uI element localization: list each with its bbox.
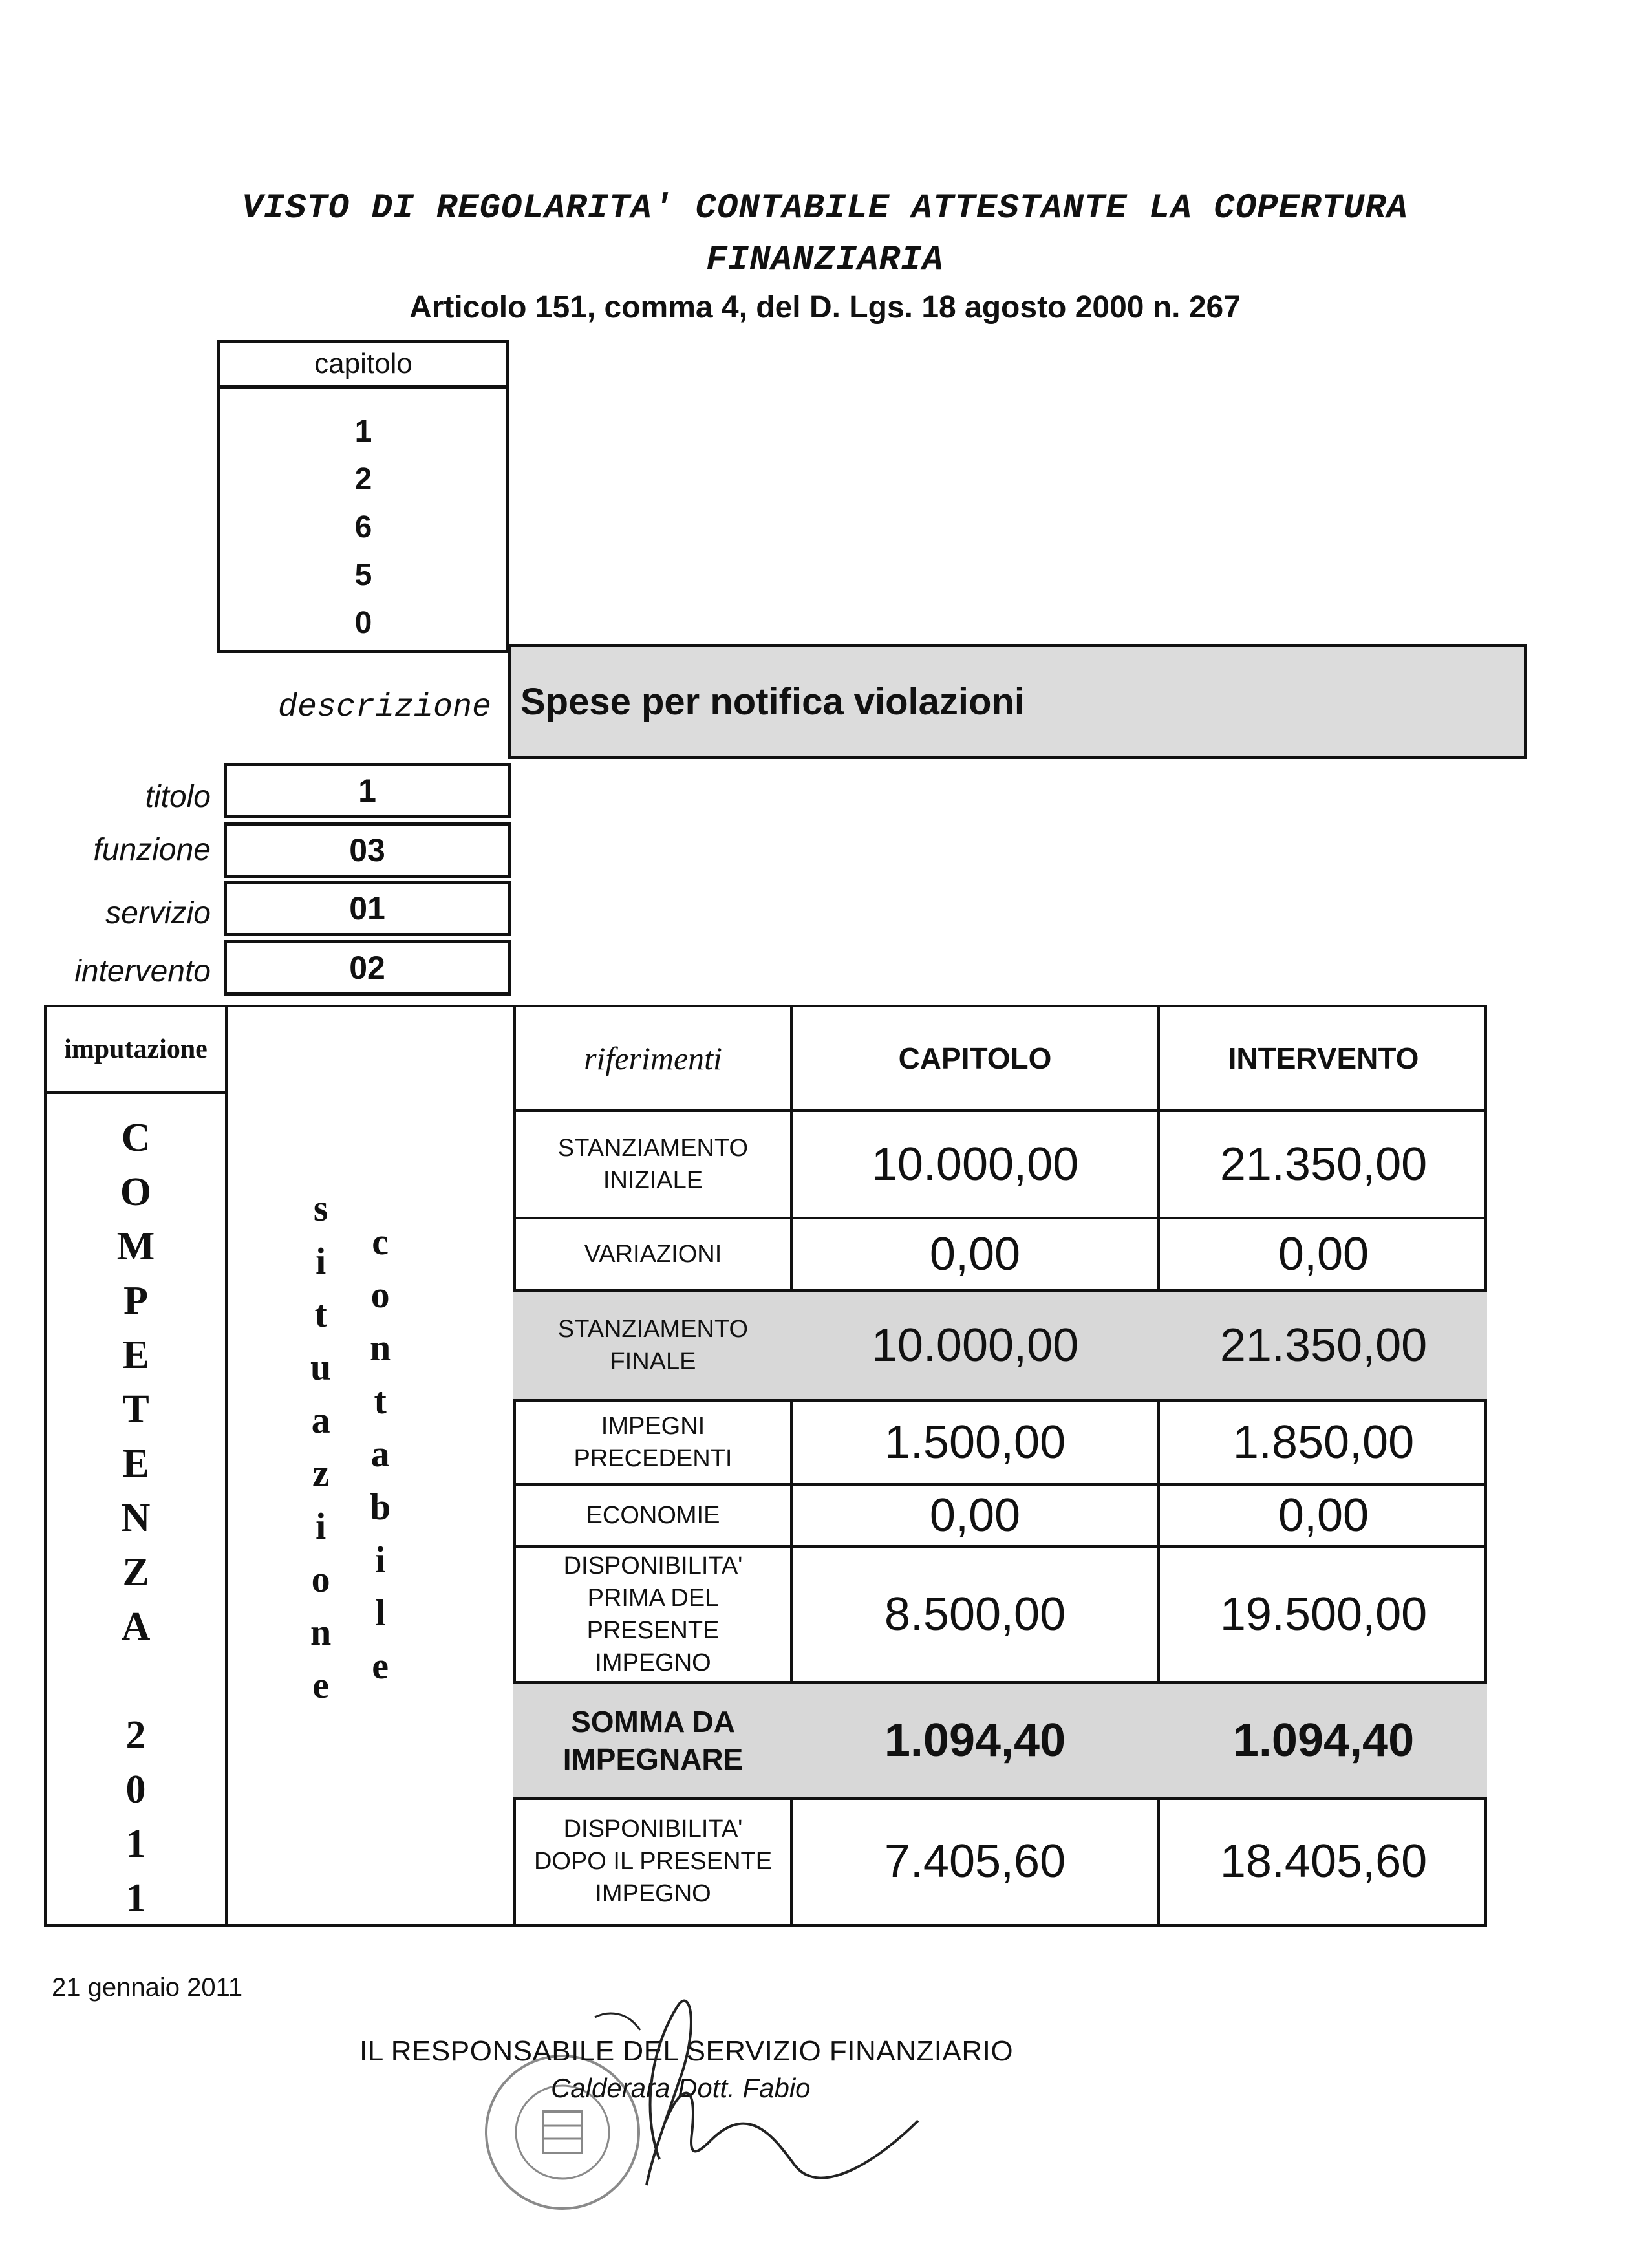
- capitolo-digit: 0: [354, 606, 372, 640]
- descrizione-label: descrizione: [277, 689, 491, 726]
- contabile-vertical-label: c o n t a b i l e: [370, 1221, 391, 1687]
- table-row: [513, 1217, 1487, 1289]
- intervento-label: intervento: [74, 954, 211, 989]
- capitolo-value: 0,00: [929, 1490, 1021, 1541]
- table-row: [513, 1289, 1487, 1399]
- servizio-value: 01: [224, 881, 511, 936]
- riferimenti-header: riferimenti: [584, 1040, 722, 1076]
- imputazione-header: imputazione: [47, 1007, 225, 1094]
- row-label: STANZIAMENTO FINALE: [557, 1316, 749, 1375]
- situazione-vertical-label: s i t u a z i o n e: [310, 1187, 332, 1706]
- capitolo-value: 1.094,40: [884, 1715, 1066, 1766]
- table-row: [513, 1109, 1487, 1217]
- capitolo-value: 1.500,00: [884, 1417, 1066, 1468]
- capitolo-value: 0,00: [929, 1228, 1021, 1280]
- row-label: VARIAZIONI: [584, 1241, 722, 1268]
- capitolo-header: capitolo: [217, 340, 509, 388]
- document-title-line-1: VISTO DI REGOLARITA' CONTABILE ATTESTANTE LA COPERTURA: [242, 189, 1408, 228]
- servizio-label: servizio: [105, 896, 211, 930]
- capitolo-digit: 2: [354, 462, 372, 497]
- document-title-line-2: FINANZIARIA: [706, 241, 944, 280]
- signer-title: IL RESPONSABILE DEL SERVIZIO FINANZIARIO: [359, 2035, 1014, 2067]
- funzione-label: funzione: [93, 833, 211, 867]
- titolo-label: titolo: [145, 780, 211, 814]
- table-row: [513, 1483, 1487, 1545]
- table-row: [513, 1399, 1487, 1483]
- row-label: STANZIAMENTO INIZIALE: [557, 1135, 749, 1194]
- intervento-column-header: INTERVENTO: [1228, 1042, 1419, 1075]
- capitolo-value: 10.000,00: [871, 1320, 1079, 1371]
- handwritten-signature: [582, 1991, 944, 2198]
- table-row: [513, 1545, 1487, 1681]
- signer-name: Calderara Dott. Fabio: [551, 2073, 811, 2103]
- intervento-value: 1.094,40: [1232, 1715, 1415, 1766]
- row-label: SOMMA DA IMPEGNARE: [562, 1705, 744, 1776]
- intervento-value: 1.850,00: [1232, 1417, 1415, 1468]
- document-date: 21 gennaio 2011: [52, 1973, 243, 2002]
- intervento-value: 21.350,00: [1219, 1139, 1428, 1190]
- capitolo-digits: [217, 385, 509, 653]
- capitolo-digit: 6: [354, 510, 372, 544]
- row-label: DISPONIBILITA' DOPO IL PRESENTE IMPEGNO: [533, 1815, 773, 1907]
- row-label: IMPEGNI PRECEDENTI: [573, 1413, 733, 1472]
- intervento-value: 21.350,00: [1219, 1320, 1428, 1371]
- contabile-table: [44, 1005, 1487, 1927]
- intervento-value: 18.405,60: [1219, 1835, 1428, 1887]
- table-row: [513, 1681, 1487, 1797]
- competenza-vertical-label: C O M P E T E N Z A 2 0 1 1: [116, 1116, 155, 1920]
- intervento-value: 0,00: [1278, 1228, 1369, 1280]
- intervento-value: 0,00: [1278, 1490, 1369, 1541]
- capitolo-column-header: CAPITOLO: [898, 1042, 1052, 1075]
- intervento-value: 02: [224, 940, 511, 996]
- table-row: [513, 1797, 1487, 1923]
- capitolo-value: 10.000,00: [871, 1139, 1079, 1190]
- capitolo-value: 8.500,00: [884, 1589, 1066, 1640]
- row-label: DISPONIBILITA' PRIMA DEL PRESENTE IMPEGNO: [563, 1552, 743, 1676]
- row-label: ECONOMIE: [586, 1502, 720, 1529]
- funzione-value: 03: [224, 822, 511, 878]
- legal-reference: Articolo 151, comma 4, del D. Lgs. 18 agosto 2000 n. 267: [409, 290, 1241, 325]
- capitolo-digit: 5: [354, 558, 372, 592]
- descrizione-value: Spese per notifica violazioni: [508, 644, 1527, 759]
- titolo-value: 1: [224, 763, 511, 818]
- capitolo-value: 7.405,60: [884, 1835, 1066, 1887]
- intervento-value: 19.500,00: [1219, 1589, 1428, 1640]
- capitolo-digit: 1: [354, 414, 372, 449]
